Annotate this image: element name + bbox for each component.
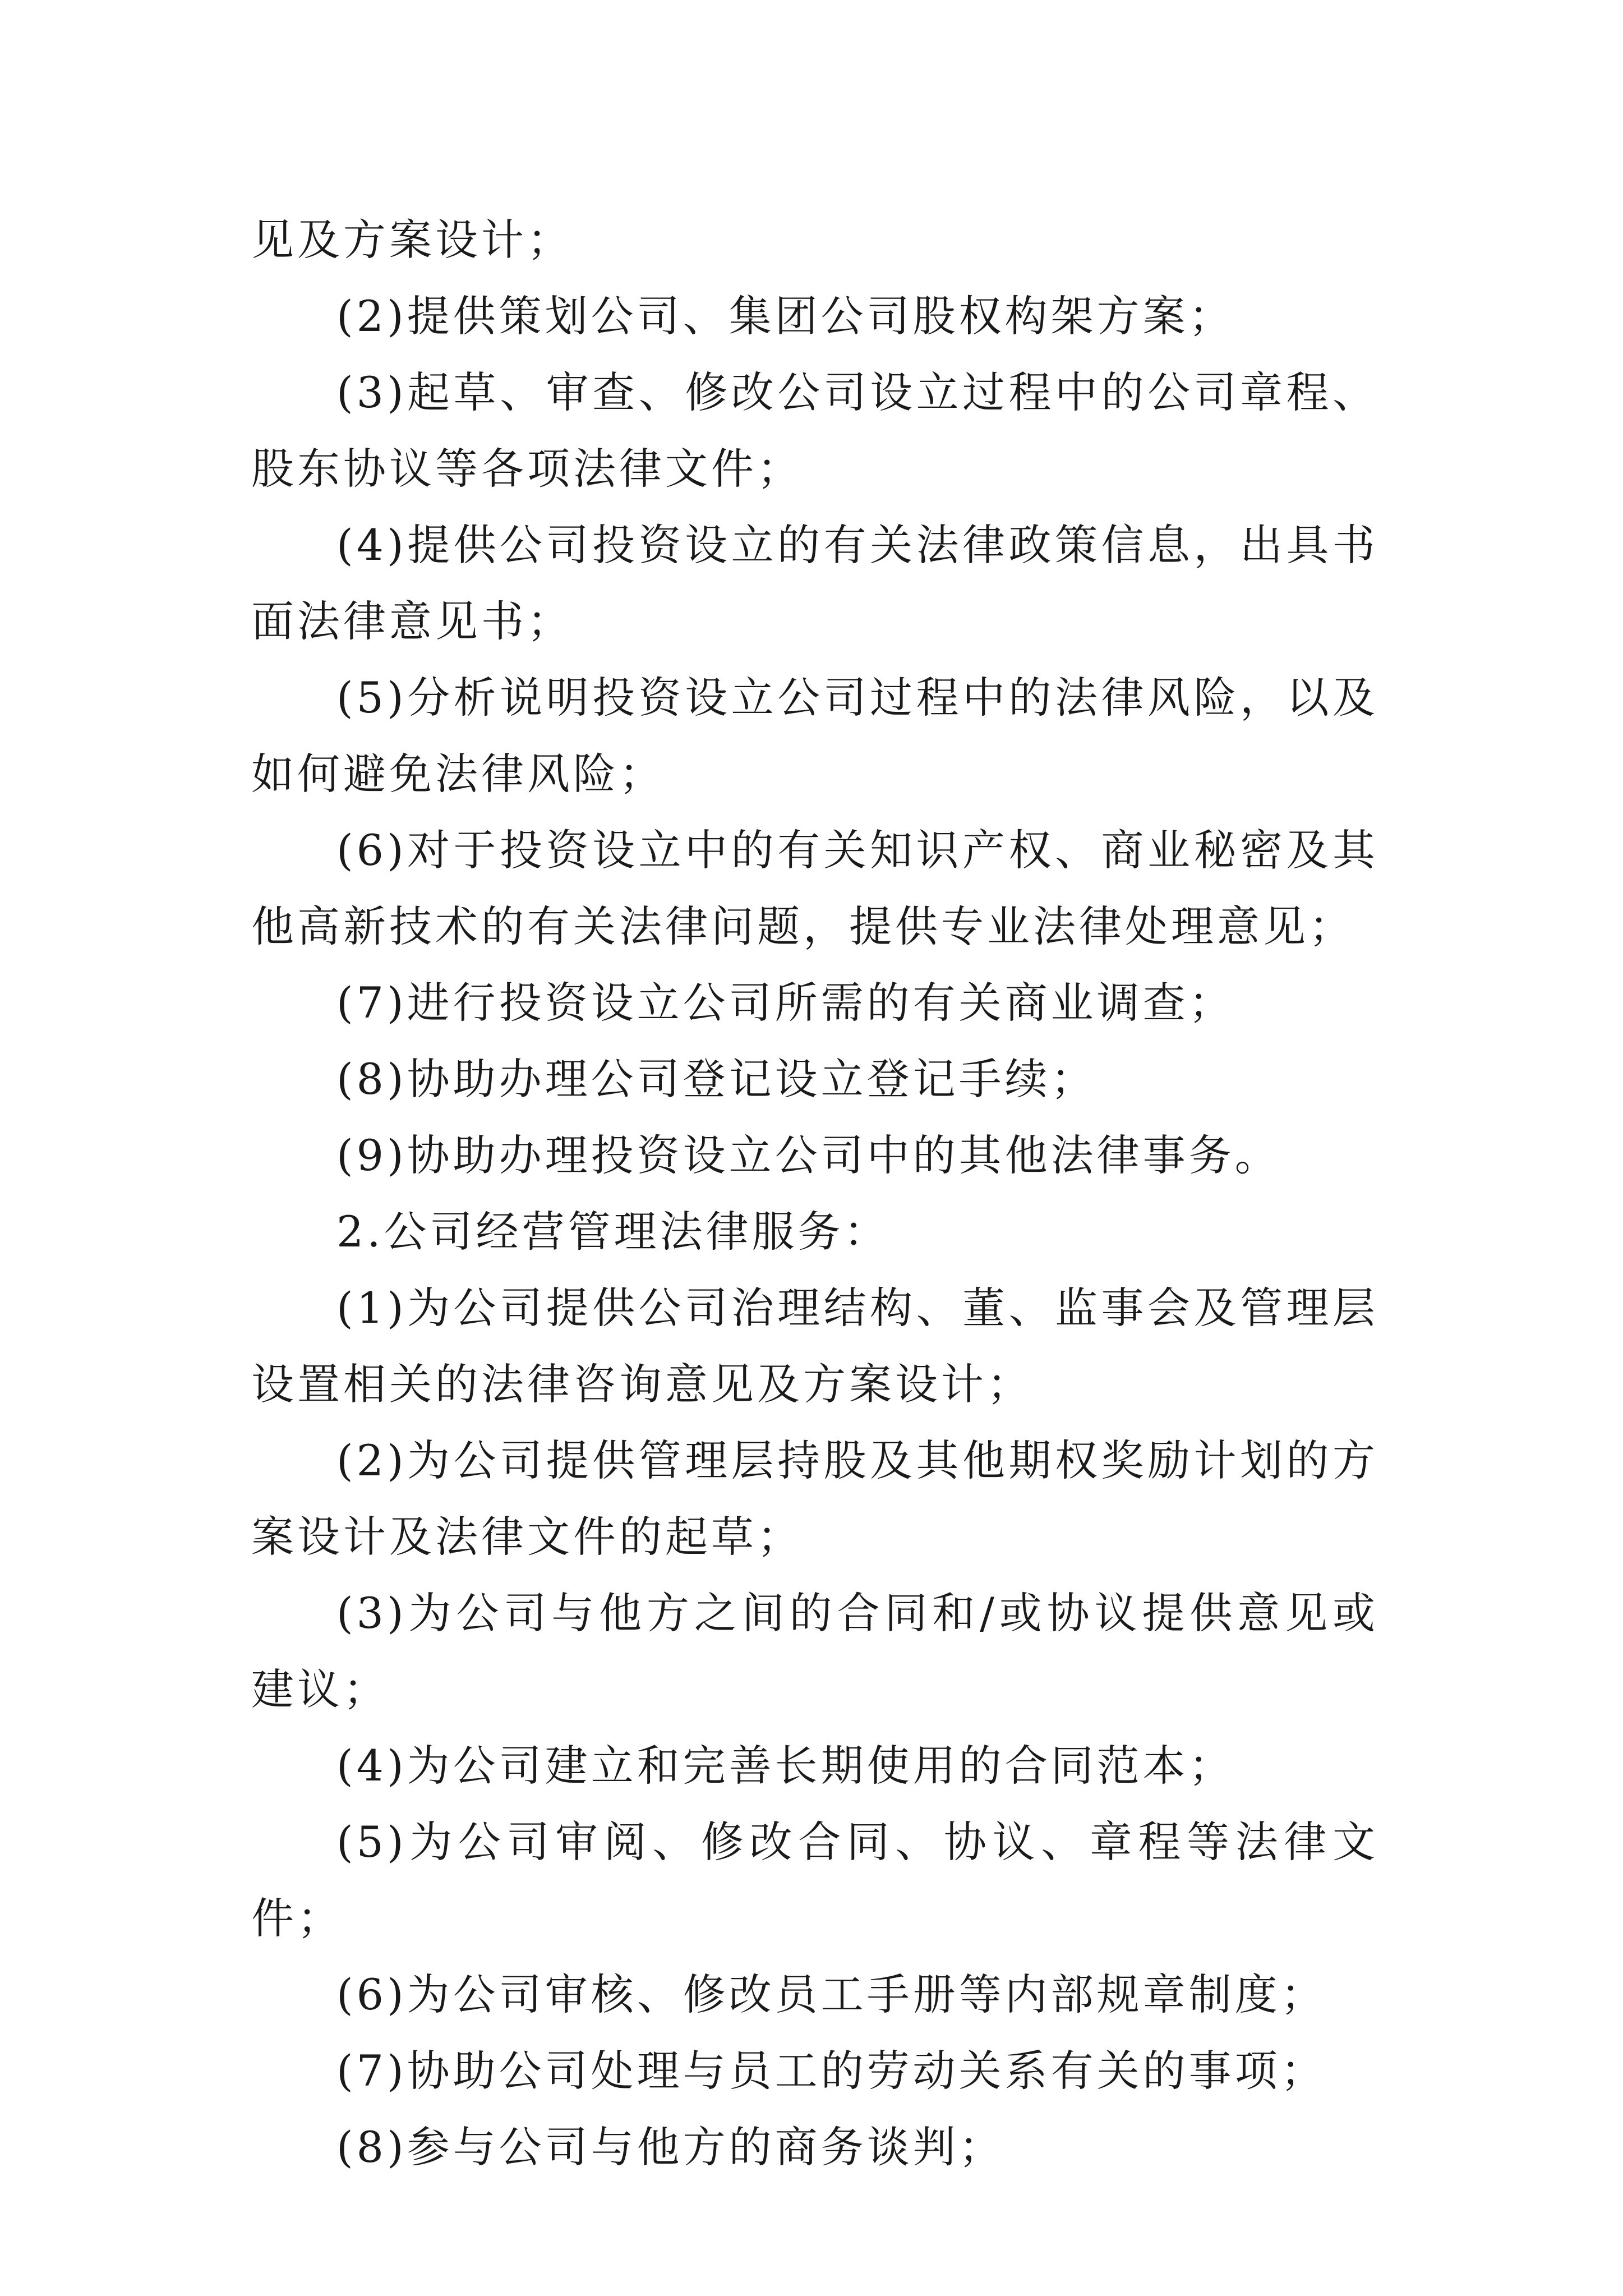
- list-item: (2)提供策划公司、集团公司股权构架方案；: [336, 291, 1235, 341]
- list-item: (5)为公司审阅、修改合同、协议、章程等法律文件；: [251, 1817, 1378, 1943]
- list-item: (8)协助办理公司登记设立登记手续；: [336, 1054, 1097, 1104]
- list-item: (9)协助办理投资设立公司中的其他法律事务。: [336, 1130, 1281, 1180]
- list-item: (3)为公司与他方之间的合同和/或协议提供意见或建议；: [251, 1588, 1378, 1714]
- list-item: (2)为公司提供管理层持股及其他期权奖励计划的方案设计及法律文件的起草；: [251, 1435, 1378, 1562]
- list-item: (6)为公司审核、修改员工手册等内部规章制度；: [336, 1970, 1327, 2019]
- list-item: (7)协助公司处理与员工的劳动关系有关的事项；: [336, 2046, 1327, 2096]
- list-item: (5)分析说明投资设立公司过程中的法律风险，以及如何避免法律风险；: [251, 673, 1378, 799]
- list-item: (4)为公司建立和完善长期使用的合同范本；: [336, 1741, 1235, 1791]
- list-item: (7)进行投资设立公司所需的有关商业调查；: [336, 978, 1235, 1028]
- section-heading: 2.公司经营管理法律服务：: [336, 1207, 890, 1257]
- document-body: [251, 202, 1378, 2185]
- list-item: (3)起草、审查、修改公司设立过程中的公司章程、股东协议等各项法律文件；: [251, 367, 1378, 494]
- list-item: (4)提供公司投资设立的有关法律政策信息，出具书面法律意见书；: [251, 520, 1378, 646]
- list-item: (8)参与公司与他方的商务谈判；: [336, 2122, 1005, 2172]
- paragraph-continuation: 见及方案设计；: [251, 215, 573, 265]
- list-item: (1)为公司提供公司治理结构、董、监事会及管理层设置相关的法律咨询意见及方案设计；: [251, 1283, 1378, 1409]
- list-item: (6)对于投资设立中的有关知识产权、商业秘密及其他高新技术的有关法律问题，提供专业法律处理意见；: [251, 825, 1378, 951]
